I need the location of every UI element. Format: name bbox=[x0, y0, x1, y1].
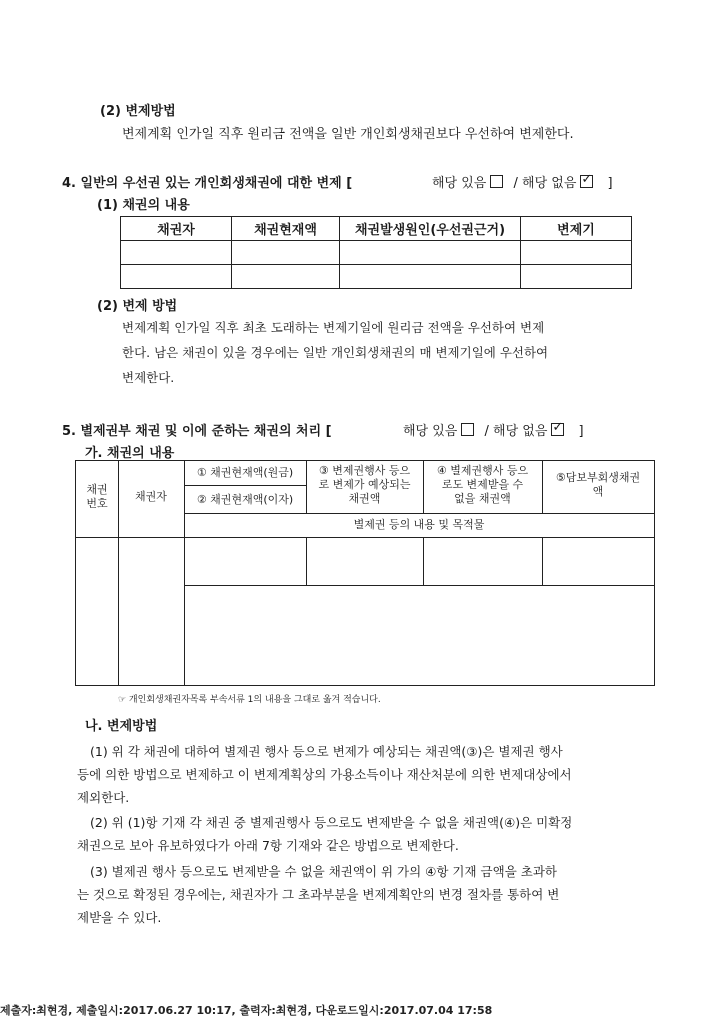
p1-line2: 등에 의한 방법으로 변제하고 이 변제계획상의 가용소득이나 재산처분에 의한 변제대상에서 bbox=[77, 767, 572, 782]
col-current-amount: 채권현재액 bbox=[232, 217, 340, 241]
table-cell[interactable] bbox=[521, 265, 632, 289]
col-due-date: 변제기 bbox=[521, 217, 632, 241]
section-4-yes-checkbox[interactable] bbox=[490, 175, 503, 188]
section-4-sub1: (1) 채권의 내용 bbox=[97, 198, 190, 213]
section-4-para-line2: 한다. 남은 채권이 있을 경우에는 일반 개인회생채권의 매 변제기일에 우선하여 bbox=[122, 345, 549, 360]
table-cell[interactable] bbox=[121, 241, 232, 265]
col-expected-repayment: ③ 변제권행사 등으 로 변제가 예상되는 채권액 bbox=[318, 464, 411, 505]
section-5-title: 5. 별제권부 채권 및 이에 준하는 채권의 처리 [ bbox=[62, 424, 332, 439]
priority-claims-table bbox=[120, 216, 632, 289]
section-5-yes-label: 해당 있음 bbox=[403, 424, 458, 439]
col-unrecoverable: ④ 별제권행사 등으 로도 변제받을 수 없을 채권액 bbox=[436, 464, 529, 505]
col-claim-no: 채권 번호 bbox=[86, 483, 108, 510]
table-cell[interactable] bbox=[340, 265, 521, 289]
col-interest: ② 채권현재액(이자) bbox=[196, 493, 294, 506]
table-note: ☞ 개인회생채권자목록 부속서류 1의 내용을 그대로 옮겨 적습니다. bbox=[118, 695, 381, 705]
section-2-text: 변제계획 인가일 직후 원리금 전액을 일반 개인회생채권보다 우선하여 변제한다. bbox=[122, 127, 574, 142]
table-cell[interactable] bbox=[121, 265, 232, 289]
section-4-yes-label: 해당 있음 bbox=[432, 176, 487, 191]
table-cell[interactable] bbox=[232, 241, 340, 265]
section-5-sub-ga: 가. 채권의 내용 bbox=[85, 446, 175, 461]
section-4-para-line3: 변제한다. bbox=[122, 370, 175, 385]
section-4-para-line1: 변제계획 인가일 직후 최초 도래하는 변제기일에 원리금 전액을 우선하여 변제 bbox=[122, 320, 545, 335]
section-4-options bbox=[432, 172, 613, 191]
p1-line1: (1) 위 각 채권에 대하여 별제권 행사 등으로 변제가 예상되는 채권액(③)은 별제권 행사 bbox=[90, 744, 563, 759]
p3-line3: 제받을 수 있다. bbox=[77, 910, 162, 925]
section-4-no-label: / 해당 없음 bbox=[513, 176, 577, 191]
col-cause: 채권발생원인(우선권근거) bbox=[340, 217, 521, 241]
section-4-close-bracket: ] bbox=[607, 176, 613, 191]
section-4-title: 4. 일반의 우선권 있는 개인회생채권에 대한 변제 [ bbox=[62, 176, 353, 191]
section-5-close-bracket: ] bbox=[578, 424, 584, 439]
section-4-sub2: (2) 변제 방법 bbox=[97, 299, 178, 314]
col-collateral-detail: 별제권 등의 내용 및 목적물 bbox=[353, 518, 485, 531]
table-cell[interactable] bbox=[232, 265, 340, 289]
section-5-sub-na: 나. 변제방법 bbox=[85, 719, 158, 734]
p3-line2: 는 것으로 확정된 경우에는, 채권자가 그 초과부분을 변제계획안의 변경 절차를 통하여 변 bbox=[77, 887, 560, 902]
section-5-no-checkbox[interactable] bbox=[551, 423, 564, 436]
col-principal: ① 채권현재액(원금) bbox=[196, 466, 294, 479]
submission-footer: 제출자:최현경, 제출일시:2017.06.27 10:17, 출력자:최현경, 다운로드일시:2017.07.04 17:58 bbox=[0, 1004, 493, 1017]
secured-claims-table bbox=[75, 460, 655, 686]
col-creditor: 채권자 bbox=[121, 217, 232, 241]
section-2-heading: (2) 변제방법 bbox=[100, 104, 176, 119]
section-5-options bbox=[403, 420, 584, 439]
table-cell[interactable] bbox=[521, 241, 632, 265]
section-5-yes-checkbox[interactable] bbox=[461, 423, 474, 436]
p2-line2: 채권으로 보아 유보하였다가 아래 7항 기재와 같은 방법으로 변제한다. bbox=[77, 838, 459, 853]
section-4-no-checkbox[interactable] bbox=[580, 175, 593, 188]
section-5-no-label: / 해당 없음 bbox=[484, 424, 548, 439]
p2-line1: (2) 위 (1)항 기재 각 채권 중 별제권행사 등으로도 변제받을 수 없을 채권액(④)은 미확정 bbox=[90, 815, 573, 830]
p3-line1: (3) 별제권 행사 등으로도 변제받을 수 없을 채권액이 위 가의 ④항 기재 금액을 초과하 bbox=[90, 864, 557, 879]
table-cell[interactable] bbox=[340, 241, 521, 265]
col-creditor: 채권자 bbox=[135, 490, 167, 503]
col-secured-claim: ⑤담보부회생채권 액 bbox=[555, 471, 641, 498]
p1-line3: 제외한다. bbox=[77, 790, 130, 805]
